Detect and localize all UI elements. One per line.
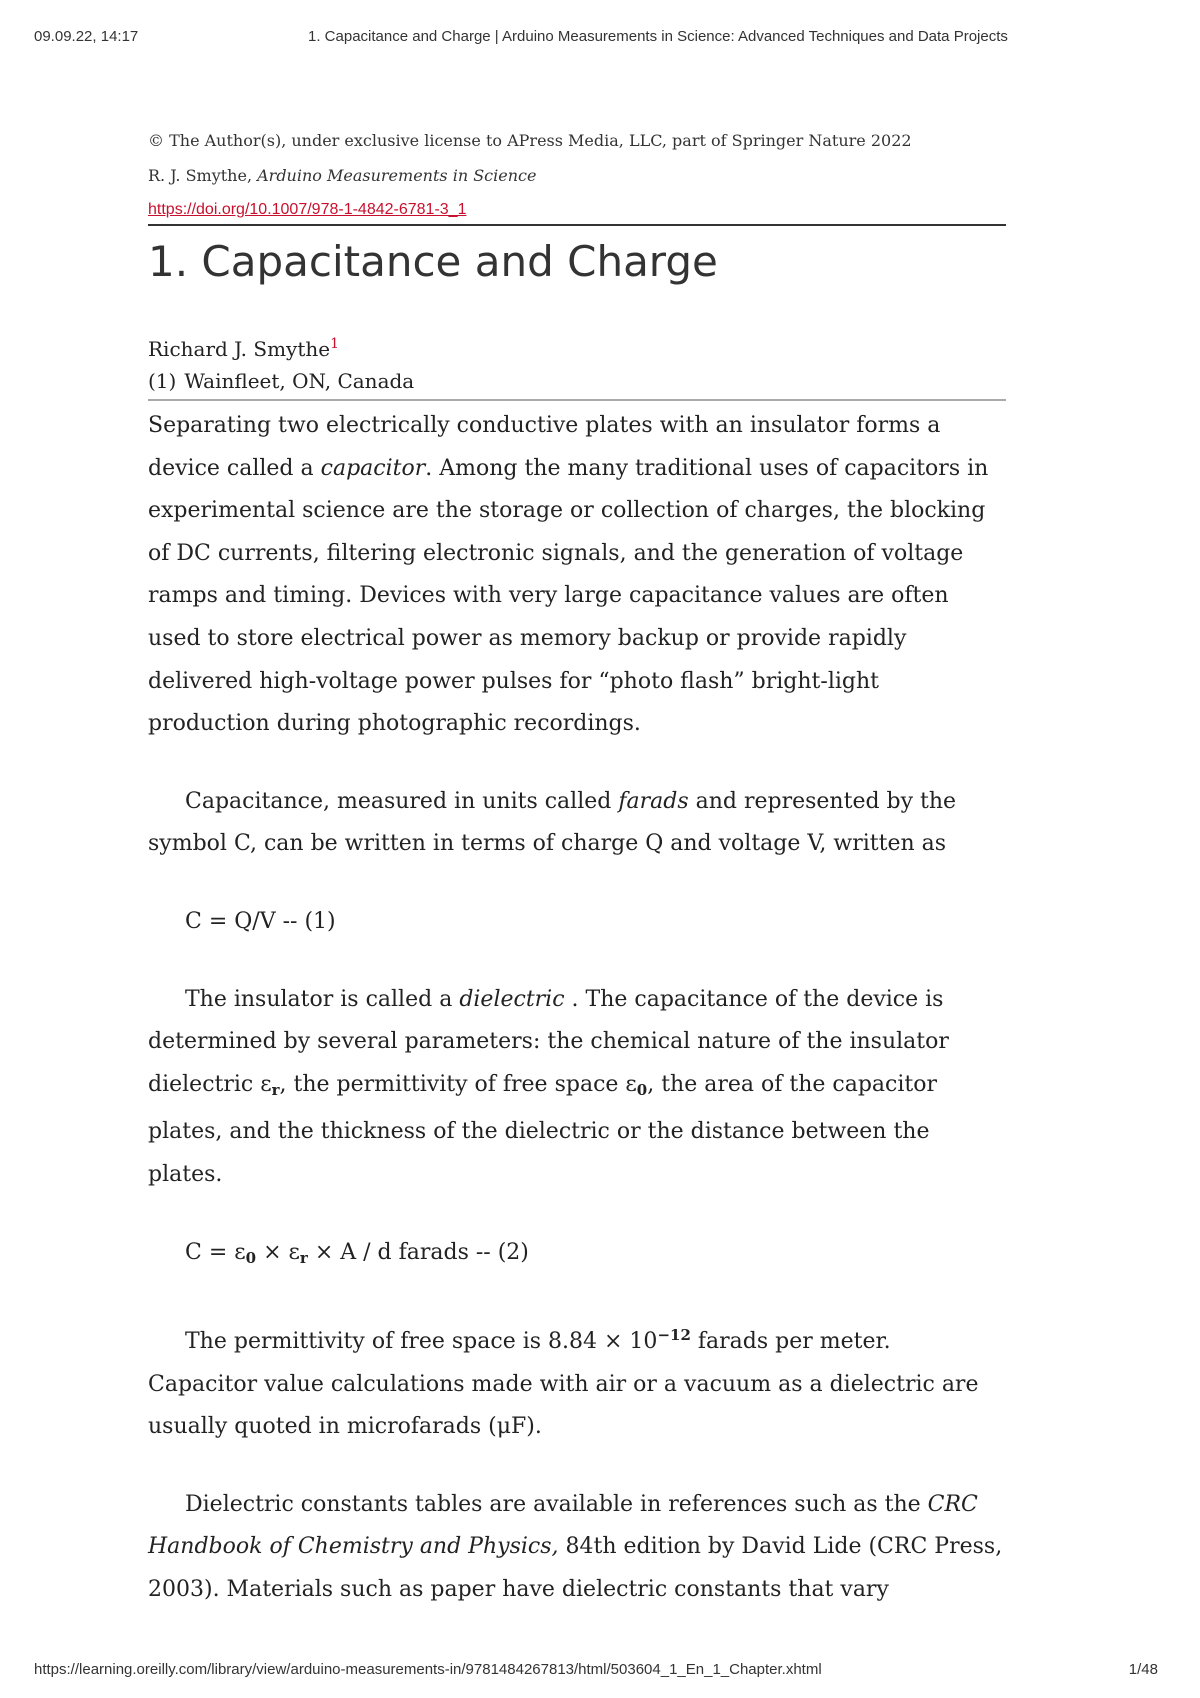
citation-line: [148, 165, 1006, 187]
affiliation-ref-link[interactable]: 1: [330, 336, 340, 352]
equation-text: × A / d farads -- (2): [307, 1239, 529, 1265]
superscript: −12: [657, 1326, 691, 1345]
paragraph: [148, 1484, 1006, 1612]
paragraph: [148, 781, 1006, 866]
paragraph-text: 84th edition by David Lide (CRC Press, 2003). Materials such as paper have dielectric constants that vary: [148, 1534, 1003, 1603]
author-block: [148, 328, 1006, 397]
chapter-title: 1. Capacitance and Charge: [148, 237, 718, 286]
paragraph-text: Dielectric constants tables are available in references such as the: [185, 1491, 928, 1517]
paragraph-text: , the permittivity of free space ε: [279, 1071, 637, 1097]
paragraph-text: , the area of the capacitor plates, and the thickness of the dielectric or the distance between the plates.: [148, 1071, 938, 1187]
paragraph: [148, 1314, 1006, 1449]
emphasis-term: dielectric: [459, 986, 565, 1012]
paragraph-text: The insulator is called a: [185, 986, 460, 1012]
affiliation-line: [148, 365, 1006, 397]
paragraph: [148, 979, 1006, 1197]
emphasis-term: capacitor: [320, 455, 426, 481]
subscript: 0: [245, 1248, 257, 1267]
equation-1: C = Q/V -- (1): [185, 908, 336, 934]
copyright-line: © The Author(s), under exclusive license to APress Media, LLC, part of Springer Nature 2022: [148, 131, 912, 150]
subscript: 0: [636, 1080, 648, 1099]
chapter-content: [148, 130, 1006, 1612]
paragraph-text: Separating two electrically conductive plates with an insulator forms a device called a: [148, 413, 941, 481]
citation-author: R. J. Smythe,: [148, 166, 258, 185]
author-divider: [148, 399, 1006, 401]
print-url: https://learning.oreilly.com/library/view/arduino-measurements-in/9781484267813/html/503604_1_En_1_Chapter.xhtml: [34, 1661, 822, 1678]
equation-text: C = ε: [185, 1239, 246, 1265]
paragraph: [148, 405, 1006, 746]
paragraph-text: . Among the many traditional uses of capacitors in experimental science are the storage or collection of charges, the blocking of DC currents, filtering electronic signals, and the generation of voltage ramps and timing. Devices with very large capacitance values are often used to store electrical power as memory backup or provide rapidly delivered high-voltage power pulses for “photo flash” bright-light production during photographic recordings.: [148, 455, 989, 737]
paragraph-text: and represented by the symbol C, can be written in terms of charge Q and voltage V, written as: [148, 788, 957, 857]
subscript: r: [271, 1080, 280, 1099]
paragraph-text: . The capacitance of the device is determined by several parameters: the chemical nature of the insulator dielectric ε: [148, 986, 949, 1097]
paragraph-text: Capacitance, measured in units called: [185, 788, 619, 814]
emphasis-term: CRC Handbook of Chemistry and Physics,: [148, 1491, 978, 1560]
author-name: Richard J. Smythe: [148, 337, 331, 361]
print-page-title: 1. Capacitance and Charge | Arduino Measurements in Science: Advanced Techniques and Data Projects: [308, 28, 1008, 45]
paragraph-text: The permittivity of free space is 8.84 × 10: [185, 1329, 658, 1355]
paragraph-text: farads per meter. Capacitor value calculations made with air or a vacuum as a dielectric are usually quoted in microfarads (μF).: [148, 1329, 979, 1440]
doi-link[interactable]: https://doi.org/10.1007/978-1-4842-6781-3_1: [148, 201, 467, 218]
citation-book: Arduino Measurements in Science: [257, 166, 537, 185]
header-divider: [148, 224, 1006, 226]
equation-2: [148, 1232, 1006, 1280]
emphasis-term: farads: [618, 788, 689, 814]
affiliation-number: (1): [148, 369, 177, 393]
chapter-body: [148, 405, 1006, 1612]
affiliation-text: Wainfleet, ON, Canada: [184, 369, 415, 393]
print-datetime: 09.09.22, 14:17: [34, 28, 139, 45]
equation-text: × ε: [256, 1239, 300, 1265]
author-name-line: [148, 328, 1006, 365]
subscript: r: [299, 1248, 308, 1267]
page-number: 1/48: [1128, 1661, 1158, 1678]
